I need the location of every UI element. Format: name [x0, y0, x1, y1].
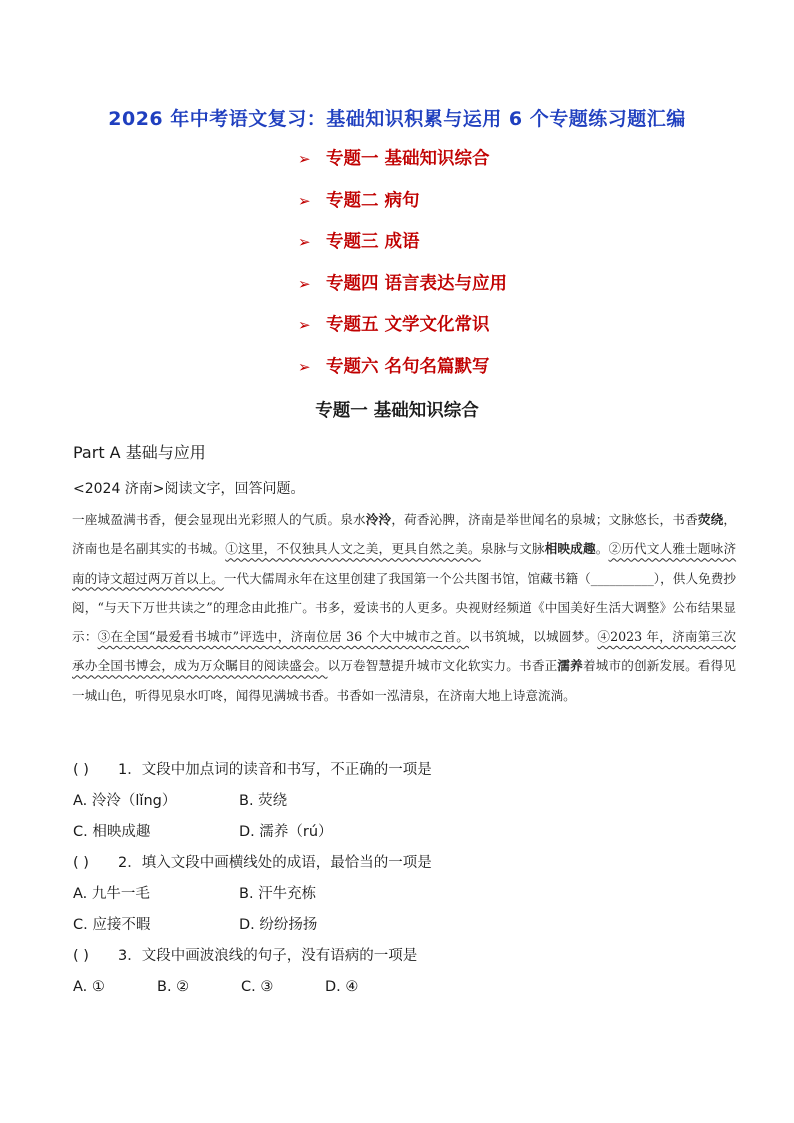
option-b[interactable]: B. ②: [157, 979, 190, 995]
option-c[interactable]: C. 应接不暇: [73, 917, 151, 933]
topic-name: 语言表达与应用: [384, 273, 507, 294]
passage-text: ，济南也是名副其实的书城。: [72, 512, 737, 557]
arrow-bullet-icon: ➢: [298, 191, 311, 210]
section-heading: 专题一 基础知识综合: [315, 401, 479, 421]
wavy-sentence-3: ③在全国“最爱看书城市”评选中，济南位居 36 个大中城市之首。: [97, 629, 470, 645]
wavy-sentence-1: ①这里，不仅独具人文之美，更具自然之美。: [225, 541, 481, 557]
option-row: [73, 882, 733, 913]
answer-blank[interactable]: ( ): [73, 762, 89, 778]
passage-text: ，荷香沁脾，济南是举世闻名的泉城；文脉悠长，书香: [391, 512, 698, 527]
topic-label: 专题二: [326, 190, 379, 211]
topic-name: 基础知识综合: [384, 149, 490, 169]
topic-item: [298, 229, 507, 271]
option-a[interactable]: A. 泠泠（lǐng）: [73, 793, 177, 809]
topic-label: 专题四: [326, 273, 379, 294]
topic-item: [298, 312, 507, 354]
wavy-sentence-2: ②历代文人雅士题咏济南的诗文超过两万首以上。: [72, 541, 737, 586]
option-row: [73, 975, 733, 1006]
option-row: [73, 820, 733, 851]
answer-blank[interactable]: ( ): [73, 855, 89, 871]
topic-name: 病句: [384, 190, 420, 211]
topic-name: 名句名篇默写: [384, 356, 490, 377]
passage-text: 以万卷智慧提升城市文化软实力。书香正: [327, 658, 558, 674]
reading-passage: [72, 505, 736, 710]
question-list: [73, 758, 733, 1006]
option-row: [73, 913, 733, 944]
question-stem: [73, 851, 733, 882]
arrow-bullet-icon: ➢: [298, 357, 311, 376]
arrow-bullet-icon: ➢: [298, 316, 311, 334]
passage-text: 以书筑城，以城圆梦。: [469, 629, 598, 645]
passage-text: 。: [595, 541, 609, 557]
topic-label: 专题三: [326, 232, 379, 252]
question-text: 2．填入文段中画横线处的成语，最恰当的一项是: [118, 855, 432, 871]
option-c[interactable]: C. ③: [241, 979, 274, 995]
question-text: 3．文段中画波浪线的句子，没有语病的一项是: [118, 948, 418, 964]
question-stem: [73, 758, 733, 789]
question-stem: [73, 944, 733, 975]
option-a[interactable]: A. ①: [73, 979, 105, 995]
option-a[interactable]: A. 九牛一毛: [73, 886, 150, 902]
topic-name: 成语: [384, 232, 420, 252]
arrow-bullet-icon: ➢: [298, 150, 311, 168]
marked-word: 泠泠: [365, 512, 392, 527]
topic-item: [298, 188, 507, 230]
marked-word: 相映成趣: [544, 541, 596, 557]
option-b[interactable]: B. 荧绕: [239, 793, 288, 809]
option-b[interactable]: B. 汗牛充栋: [239, 886, 317, 902]
option-d[interactable]: D. ④: [325, 979, 359, 995]
reading-instruction: <2024 济南>阅读文字，回答问题。: [73, 481, 305, 497]
topic-label: 专题六: [326, 356, 379, 377]
option-d[interactable]: D. 纷纷扬扬: [239, 917, 318, 933]
topic-name: 文学文化常识: [384, 315, 490, 335]
document-title: 2026 年中考语文复习：基础知识积累与运用 6 个专题练习题汇编: [108, 108, 686, 130]
topic-item: [298, 354, 507, 396]
option-d[interactable]: D. 濡养（rú）: [239, 824, 333, 840]
option-c[interactable]: C. 相映成趣: [73, 824, 151, 840]
topic-item: [298, 146, 507, 188]
arrow-bullet-icon: ➢: [298, 274, 311, 293]
option-row: [73, 789, 733, 820]
topic-item: [298, 271, 507, 313]
passage-text: 泉脉与文脉: [480, 541, 545, 557]
arrow-bullet-icon: ➢: [298, 233, 311, 251]
question-text: 1．文段中加点词的读音和书写，不正确的一项是: [118, 762, 432, 778]
passage-text: 一座城盈满书香，便会显现出光彩照人的气质。泉水: [72, 512, 366, 527]
marked-word: 荧绕: [697, 512, 724, 527]
part-heading: Part A 基础与应用: [73, 443, 206, 462]
topic-label: 专题一: [326, 149, 379, 169]
passage-text: 着城市的创新发展。看得见一城山色，听得见泉水叮咚，闻得见满城书香。书香如一泓清泉，在济南大地上诗意流淌。: [72, 658, 737, 703]
wavy-sentence-4: ④2023 年，济南第三次承办全国书博会，成为万众瞩目的阅读盛会。: [72, 629, 736, 674]
answer-blank[interactable]: ( ): [73, 948, 89, 964]
topic-label: 专题五: [326, 315, 379, 335]
passage-text: 一代大儒周永年在这里创建了我国第一个公共图书馆，馆藏书籍（__________），供人免费抄阅，“与天下万世共读之”的理念由此推广。书多，爱读书的人更多。央视财经频道《中国美好生活大调整》公布结果显示：: [72, 570, 737, 645]
marked-word: 濡养: [557, 658, 583, 674]
topic-list: [298, 146, 507, 395]
